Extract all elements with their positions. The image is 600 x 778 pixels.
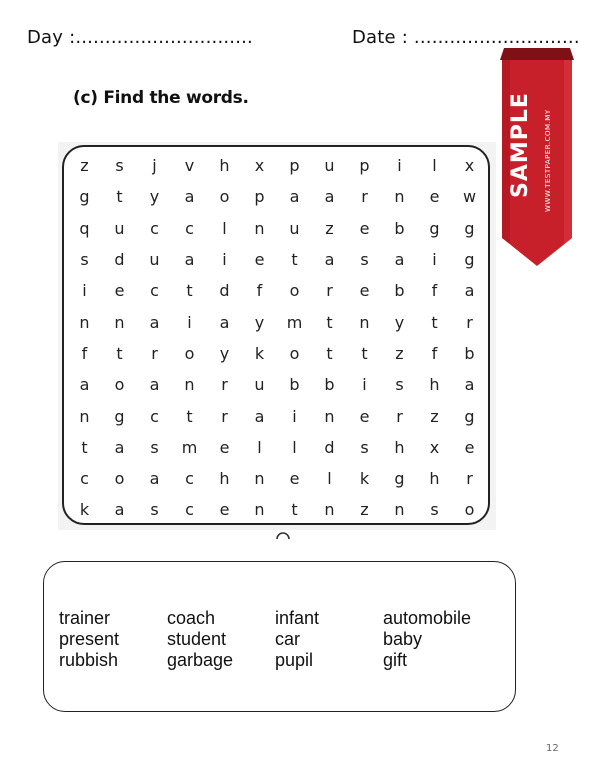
- grid-letter: g: [79, 187, 90, 207]
- grid-letter: g: [464, 406, 475, 426]
- grid-letter: r: [466, 312, 473, 332]
- grid-letter: t: [291, 250, 298, 270]
- grid-letter: x: [254, 156, 265, 176]
- grid-letter: a: [324, 187, 335, 207]
- grid-letter: i: [362, 375, 367, 395]
- ribbon-text: SAMPLE: [508, 92, 533, 198]
- grid-letter: e: [359, 218, 370, 238]
- grid-letter: c: [185, 500, 194, 520]
- grid-letter: w: [462, 187, 477, 207]
- grid-letter: r: [396, 406, 403, 426]
- grid-letter: c: [150, 281, 159, 301]
- grid-letter: v: [184, 156, 195, 176]
- grid-letter: r: [151, 343, 158, 363]
- grid-letter: a: [324, 250, 335, 270]
- grid-letter: t: [361, 343, 368, 363]
- grid-letter: u: [289, 218, 300, 238]
- grid-letter: l: [292, 437, 297, 457]
- grid-letter: a: [149, 375, 160, 395]
- grid-letter: s: [360, 437, 369, 457]
- grid-letter: a: [219, 312, 230, 332]
- grid-letter: i: [432, 250, 437, 270]
- grid-letter: o: [114, 375, 125, 395]
- grid-letter: n: [359, 312, 370, 332]
- grid-letter: a: [394, 250, 405, 270]
- grid-letter: n: [79, 406, 90, 426]
- grid-letter: h: [429, 375, 440, 395]
- word-bank-item: gift: [383, 650, 408, 670]
- grid-letter: n: [254, 218, 265, 238]
- word-bank: [59, 608, 503, 671]
- grid-letter: g: [114, 406, 125, 426]
- grid-letter: b: [324, 375, 335, 395]
- grid-letter: l: [257, 437, 262, 457]
- grid-letter: e: [359, 406, 370, 426]
- grid-letter: a: [114, 437, 125, 457]
- word-bank-item: infant: [275, 608, 320, 628]
- grid-letter: s: [360, 250, 369, 270]
- grid-letter: a: [254, 406, 265, 426]
- grid-letter: i: [222, 250, 227, 270]
- grid-letter: o: [184, 343, 195, 363]
- word-bank-item: garbage: [167, 650, 234, 670]
- grid-letter: e: [464, 437, 475, 457]
- grid-letter: c: [185, 469, 194, 489]
- grid-letter: g: [464, 218, 475, 238]
- grid-letter: y: [149, 187, 160, 207]
- word-bank-item: present: [59, 629, 120, 649]
- grid-letter: e: [114, 281, 125, 301]
- grid-letter: g: [429, 218, 440, 238]
- grid-letter: t: [326, 343, 333, 363]
- word-bank-item: coach: [167, 608, 216, 628]
- letter-grid: [67, 150, 487, 526]
- grid-letter: a: [289, 187, 300, 207]
- grid-letter: b: [394, 218, 405, 238]
- word-bank-item: rubbish: [59, 650, 119, 670]
- grid-letter: c: [80, 469, 89, 489]
- grid-letter: y: [254, 312, 265, 332]
- grid-letter: m: [286, 312, 303, 332]
- grid-letter: t: [291, 500, 298, 520]
- binder-ring-icon: [275, 527, 291, 541]
- grid-letter: x: [429, 437, 440, 457]
- grid-letter: z: [80, 156, 89, 176]
- word-bank-item: pupil: [275, 650, 314, 670]
- grid-letter: d: [324, 437, 335, 457]
- grid-letter: d: [219, 281, 230, 301]
- grid-letter: n: [184, 375, 195, 395]
- grid-letter: o: [464, 500, 475, 520]
- grid-letter: i: [292, 406, 297, 426]
- section-title: (c) Find the words.: [73, 88, 249, 108]
- grid-letter: f: [431, 343, 438, 363]
- grid-letter: e: [429, 187, 440, 207]
- grid-letter: h: [219, 156, 230, 176]
- grid-letter: s: [115, 156, 124, 176]
- grid-letter: c: [150, 218, 159, 238]
- grid-letter: l: [222, 218, 227, 238]
- grid-letter: m: [181, 437, 198, 457]
- grid-letter: k: [254, 343, 265, 363]
- grid-letter: b: [394, 281, 405, 301]
- grid-letter: a: [114, 500, 125, 520]
- grid-letter: l: [327, 469, 332, 489]
- word-search-panel: [58, 142, 496, 530]
- grid-letter: a: [464, 281, 475, 301]
- grid-letter: s: [80, 250, 89, 270]
- grid-letter: a: [184, 187, 195, 207]
- grid-letter: r: [221, 406, 228, 426]
- grid-letter: l: [432, 156, 437, 176]
- grid-letter: h: [394, 437, 405, 457]
- grid-letter: a: [464, 375, 475, 395]
- grid-letter: c: [185, 218, 194, 238]
- grid-letter: t: [186, 281, 193, 301]
- grid-letter: p: [254, 187, 265, 207]
- grid-letter: h: [429, 469, 440, 489]
- page-number: 12: [546, 743, 559, 754]
- grid-letter: s: [150, 500, 159, 520]
- grid-letter: n: [114, 312, 125, 332]
- grid-letter: i: [82, 281, 87, 301]
- grid-letter: e: [359, 281, 370, 301]
- grid-letter: t: [116, 187, 123, 207]
- grid-letter: e: [219, 437, 230, 457]
- grid-letter: r: [361, 187, 368, 207]
- word-bank-item: automobile: [383, 608, 472, 628]
- word-bank-item: car: [275, 629, 301, 649]
- grid-letter: e: [254, 250, 265, 270]
- grid-letter: n: [394, 187, 405, 207]
- grid-letter: b: [289, 375, 300, 395]
- grid-letter: d: [114, 250, 125, 270]
- grid-letter: e: [289, 469, 300, 489]
- grid-letter: g: [464, 250, 475, 270]
- grid-letter: i: [187, 312, 192, 332]
- grid-letter: r: [326, 281, 333, 301]
- grid-letter: r: [221, 375, 228, 395]
- grid-letter: y: [394, 312, 405, 332]
- word-bank-item: student: [167, 629, 227, 649]
- grid-letter: h: [219, 469, 230, 489]
- grid-letter: e: [219, 500, 230, 520]
- grid-letter: t: [431, 312, 438, 332]
- grid-letter: k: [359, 469, 370, 489]
- grid-letter: t: [116, 343, 123, 363]
- grid-letter: i: [397, 156, 402, 176]
- word-bank-item: trainer: [59, 608, 111, 628]
- grid-letter: u: [324, 156, 335, 176]
- grid-letter: j: [152, 156, 157, 176]
- grid-letter: n: [254, 469, 265, 489]
- grid-letter: s: [395, 375, 404, 395]
- grid-letter: p: [359, 156, 370, 176]
- grid-letter: z: [325, 218, 334, 238]
- grid-letter: n: [324, 406, 335, 426]
- grid-letter: a: [149, 469, 160, 489]
- grid-letter: f: [256, 281, 263, 301]
- grid-letter: q: [79, 218, 90, 238]
- grid-letter: c: [150, 406, 159, 426]
- grid-letter: o: [219, 187, 230, 207]
- grid-letter: n: [254, 500, 265, 520]
- grid-letter: p: [289, 156, 300, 176]
- grid-letter: u: [114, 218, 125, 238]
- date-label: Date : ............................: [352, 27, 580, 48]
- grid-letter: n: [394, 500, 405, 520]
- grid-letter: b: [464, 343, 475, 363]
- day-label: Day :..............................: [27, 27, 253, 48]
- grid-letter: n: [79, 312, 90, 332]
- grid-letter: k: [79, 500, 90, 520]
- grid-letter: r: [466, 469, 473, 489]
- grid-letter: t: [81, 437, 88, 457]
- grid-letter: u: [149, 250, 160, 270]
- grid-letter: t: [186, 406, 193, 426]
- grid-letter: x: [464, 156, 475, 176]
- grid-letter: n: [324, 500, 335, 520]
- grid-letter: z: [360, 500, 369, 520]
- word-bank-item: baby: [383, 629, 423, 649]
- grid-letter: o: [289, 281, 300, 301]
- grid-letter: a: [79, 375, 90, 395]
- grid-letter: g: [394, 469, 405, 489]
- grid-letter: s: [150, 437, 159, 457]
- grid-letter: s: [430, 500, 439, 520]
- grid-letter: t: [326, 312, 333, 332]
- grid-letter: o: [114, 469, 125, 489]
- grid-letter: u: [254, 375, 265, 395]
- grid-letter: o: [289, 343, 300, 363]
- grid-letter: f: [81, 343, 88, 363]
- grid-letter: f: [431, 281, 438, 301]
- ribbon-url: WWW.TESTPAPER.COM.MY: [544, 109, 552, 212]
- grid-letter: z: [395, 343, 404, 363]
- grid-letter: y: [219, 343, 230, 363]
- grid-letter: a: [149, 312, 160, 332]
- grid-letter: a: [184, 250, 195, 270]
- grid-letter: z: [430, 406, 439, 426]
